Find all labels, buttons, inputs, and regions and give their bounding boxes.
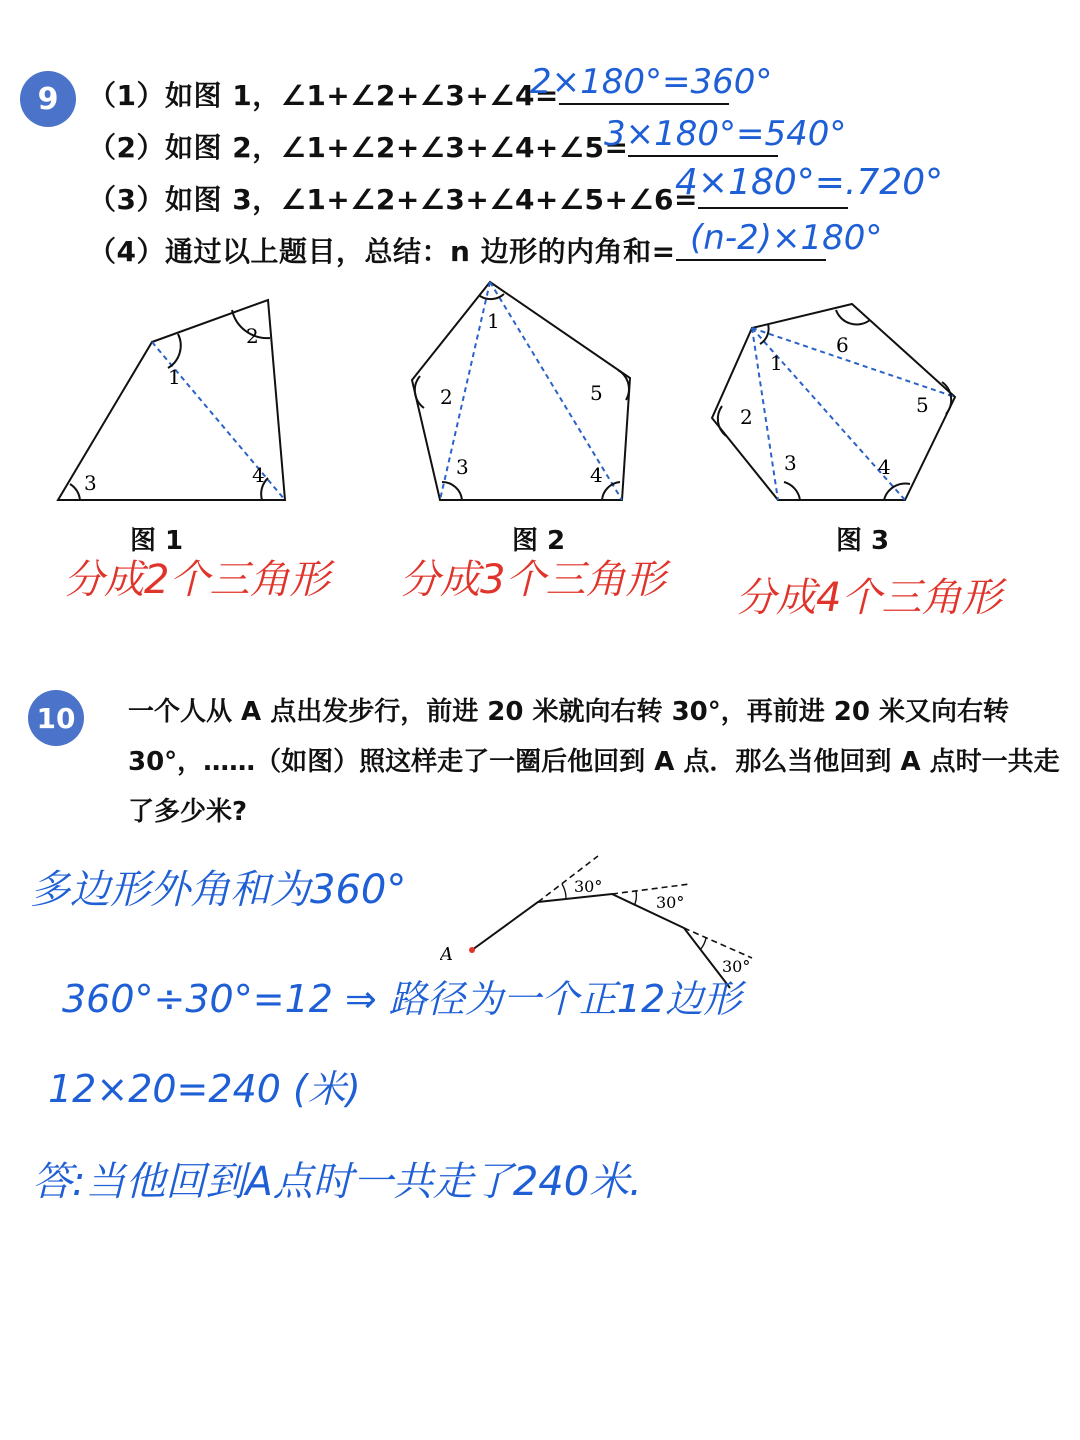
q10-work-line-4: 答:当他回到A点时一共走了240米. [32, 1159, 642, 1205]
figure-1-note: 分成2个三角形 [64, 557, 330, 603]
figure-1-label-4: 4 [252, 463, 265, 487]
question-number-badge: 10 [28, 690, 84, 746]
q9-line-2-text: （2）如图 2，∠1+∠2+∠3+∠4+∠5= [88, 131, 629, 164]
q9-line-1-text: （1）如图 1，∠1+∠2+∠3+∠4= [88, 79, 559, 112]
figure-2-caption: 图 2 [512, 526, 566, 556]
q9-answer-1: 2×180°=360° [530, 62, 773, 102]
figure-3-label-3: 3 [784, 451, 797, 475]
figure-3-label-4: 4 [878, 455, 891, 479]
figure-3-label-2: 2 [740, 405, 753, 429]
q9-line-4-text: （4）通过以上题目，总结：n 边形的内角和= [88, 235, 676, 268]
angle-label-2: 30° [656, 893, 685, 912]
figure-1-caption: 图 1 [130, 526, 184, 556]
q10-question-text: 一个人从 A 点出发步行，前进 20 米就向右转 30°，再前进 20 米又向右转 30°，……（如图）照这样走了一圈后他回到 A 点．那么当他回到 A 点时一共走了多少米? [128, 697, 1060, 827]
figure-3-label-1: 1 [770, 351, 783, 375]
q10-work-line-3: 12×20=240 (米) [48, 1067, 361, 1111]
figure-2-label-2: 2 [440, 385, 453, 409]
figure-2-label-3: 3 [456, 455, 469, 479]
angle-label-3: 30° [722, 957, 751, 976]
figure-1-label-3: 3 [84, 471, 97, 495]
question-number-badge: 9 [20, 71, 76, 127]
point-a-marker [469, 947, 475, 953]
figure-2-label-5: 5 [590, 381, 603, 405]
figure-3-label-5: 5 [916, 393, 929, 417]
figure-2-label-4: 4 [590, 463, 603, 487]
figure-1-label-2: 2 [246, 324, 259, 348]
angle-label-1: 30° [574, 877, 603, 896]
figure-2-note: 分成3个三角形 [400, 557, 666, 603]
figure-3-note: 分成4个三角形 [736, 575, 1002, 621]
q9-answer-4: (n-2)×180° [690, 218, 883, 258]
q9-line-3-text: （3）如图 3，∠1+∠2+∠3+∠4+∠5+∠6= [88, 183, 698, 216]
figure-1-label-1: 1 [168, 365, 181, 389]
figure-3-label-6: 6 [836, 333, 849, 357]
figure-3-caption: 图 3 [836, 526, 890, 556]
q9-answer-3: 4×180°=.720° [675, 162, 944, 203]
q10-work-line-2: 360°÷30°=12 ⇒ 路径为一个正12边形 [62, 977, 742, 1021]
q9-answer-2: 3×180°=540° [604, 114, 847, 154]
point-a-label: A [440, 944, 453, 965]
figure-2-label-1: 1 [487, 309, 500, 333]
q10-work-line-1: 多边形外角和为360° [30, 867, 407, 913]
